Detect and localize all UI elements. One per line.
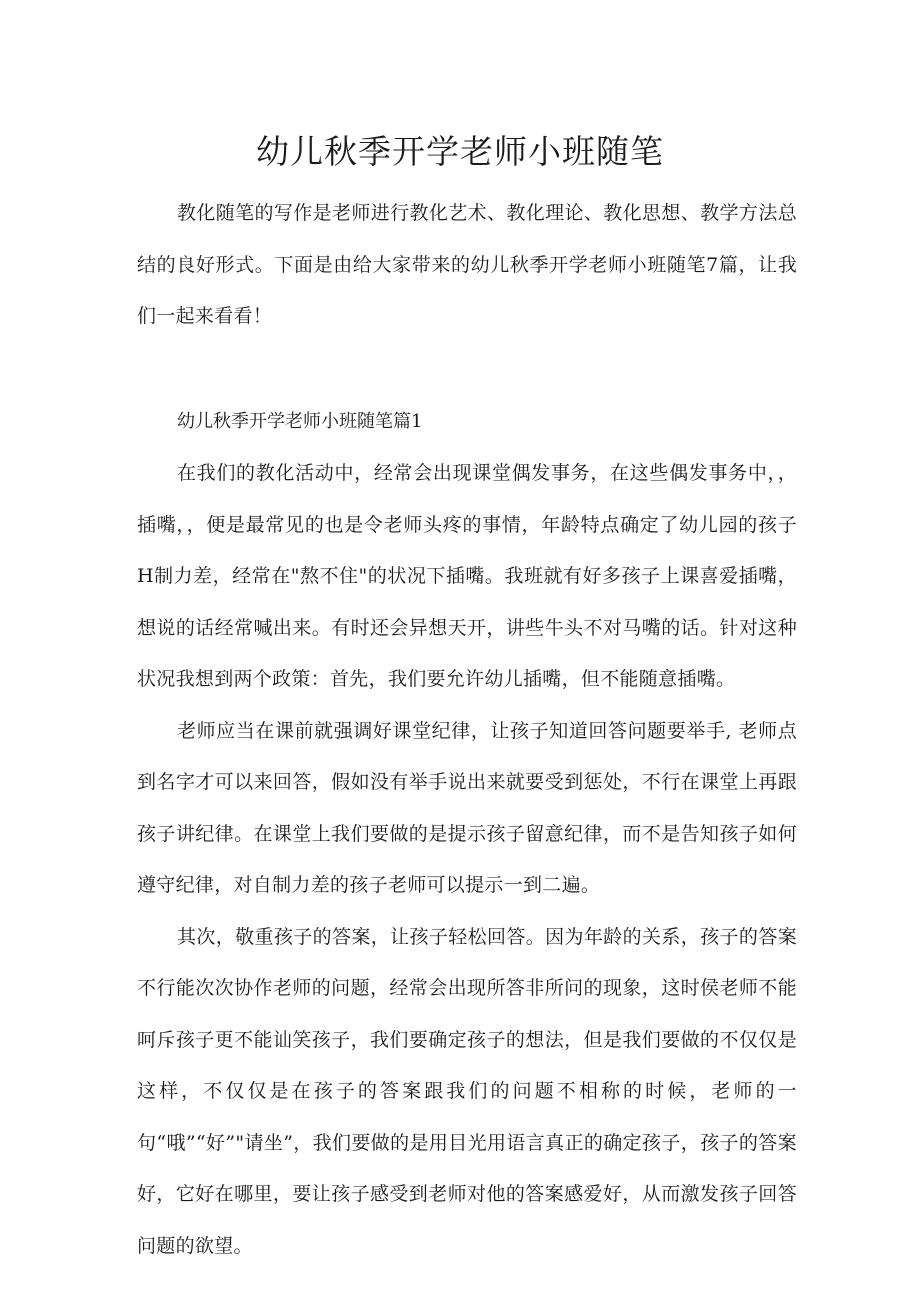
document-title: 幼儿秋季开学老师小班随笔: [256, 132, 664, 171]
section-heading: 幼儿秋季开学老师小班随笔篇1: [177, 411, 423, 432]
body-paragraph: 在我们的教化活动中，经常会出现课堂偶发事务，在这些偶发事务中，，插嘴，，便是最常见的也是令老师头疼的事情，年龄特点确定了幼儿园的孩子H制力差，经常在"熬不住"的状况下插嘴。我班就有好多孩子上课喜爱插嘴，想说的话经常喊出来。有时还会异想天开，讲些牛头不对马嘴的话。针对这种状况我想到两个政策：首先，我们要允许幼儿插嘴，但不能随意插嘴。: [137, 462, 797, 690]
body-paragraph: 老师应当在课前就强调好课堂纪律，让孩子知道回答问题要举手, 老师点到名字才可以来回答，假如没有举手说出来就要受到惩处，不行在课堂上再跟孩子讲纪律。在课堂上我们要做的是提示孩子留意纪律，而不是告知孩子如何遵守纪律，对自制力差的孩子老师可以提示一到二遍。: [137, 719, 797, 896]
section-body: [137, 448, 797, 1272]
intro-paragraph: 教化随笔的写作是老师进行教化艺术、教化理论、教化思想、教学方法总结的良好形式。下面是由给大家带来的幼儿秋季开学老师小班随笔7篇，让我们一起来看看！: [137, 202, 797, 327]
body-paragraph: 其次，敬重孩子的答案，让孩子轻松回答。因为年龄的关系，孩子的答案不行能次次协作老师的问题，经常会出现所答非所问的现象，这时侯老师不能呵斥孩子更不能讪笑孩子，我们要确定孩子的想法，但是我们要做的不仅仅是这样，不仅仅是在孩子的答案跟我们的问题不相称的时候，老师的一句“哦”“好”"请坐”，我们要做的是用目光用语言真正的确定孩子，孩子的答案好，它好在哪里，要让孩子感受到老师对他的答案感爱好，从而激发孩子回答问题的欲望。: [137, 925, 797, 1257]
